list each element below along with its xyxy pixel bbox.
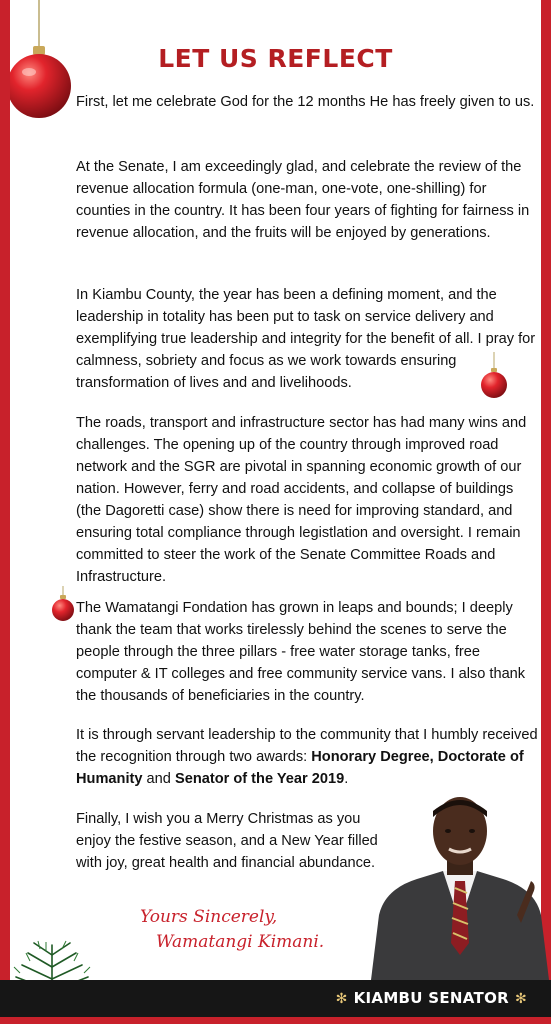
page-title: LET US REFLECT	[158, 44, 393, 73]
paragraph-christmas-wishes: Finally, I wish you a Merry Christmas as you enjoy the festive season, and a New Year filled with joy, great health and financial abundance.	[76, 811, 378, 871]
christmas-ornament-icon	[50, 586, 76, 626]
footer-title: KIAMBU SENATOR	[353, 989, 509, 1007]
star-icon: ✻	[514, 991, 527, 1007]
award-senator-of-year: Senator of the Year 2019	[174, 771, 345, 787]
awards-and: and	[142, 771, 175, 787]
award-honorary-degree: Honorary Degree, Doctorate of Humanity	[76, 749, 524, 787]
footer-label	[330, 989, 533, 1007]
awards-end: .	[344, 771, 349, 787]
paragraph-foundation: The Wamatangi Fondation has grown in leaps and bounds; I deeply thank the team that works tirelessly behind the scenes to serve the people through the three pillars - free water storage tanks, free computer & IT colleges and free community service vans. I also thank the thousands of beneficiaries in the country.	[76, 600, 526, 704]
signature	[140, 905, 324, 955]
paragraph-kiambu: In Kiambu County, the year has been a defining moment, and the leadership in totality has been put to task on service delivery and exemplifying true leadership and integrity for the benefit of all. I pray for calmness, sobriety and focus as we work towards ensuring transformation of lives and and livelihoods.	[76, 287, 536, 391]
paragraph-senate: At the Senate, I am exceedingly glad, and celebrate the review of the revenue allocation formula (one-man, one-vote, one-shilling) for counties in the country. It has been four years of fighting for fairness in revenue allocation, and the fruits will be enjoyed by generations.	[76, 159, 530, 241]
signature-closing: Yours Sincerely,	[140, 907, 278, 927]
paragraph-roads: The roads, transport and infrastructure sector has had many wins and challenges. The opening up of the country through improved road network and the SGR are pivotal in spanning economic growth of our nation. However, ferry and road accidents, and collapse of buildings (the Dagoretti case) show there is need for improving standard, and ensuring total compliance through legistlation and oversight. I remain committed to steer the work of the Senate Committee Roads and Infrastructure.	[76, 415, 527, 585]
star-icon: ✻	[335, 991, 348, 1007]
bottom-border	[0, 1017, 551, 1024]
christmas-ornament-icon	[479, 352, 509, 400]
senator-portrait	[371, 793, 549, 980]
paragraph-gratitude: First, let me celebrate God for the 12 months He has freely given to us.	[76, 94, 535, 110]
awards-intro: It is through servant leadership to the community that I humbly received the recognition through two awards:	[76, 727, 538, 765]
paragraph-awards	[76, 724, 538, 790]
footer-bar	[0, 980, 551, 1017]
signature-name: Wamatangi Kimani.	[156, 932, 325, 952]
